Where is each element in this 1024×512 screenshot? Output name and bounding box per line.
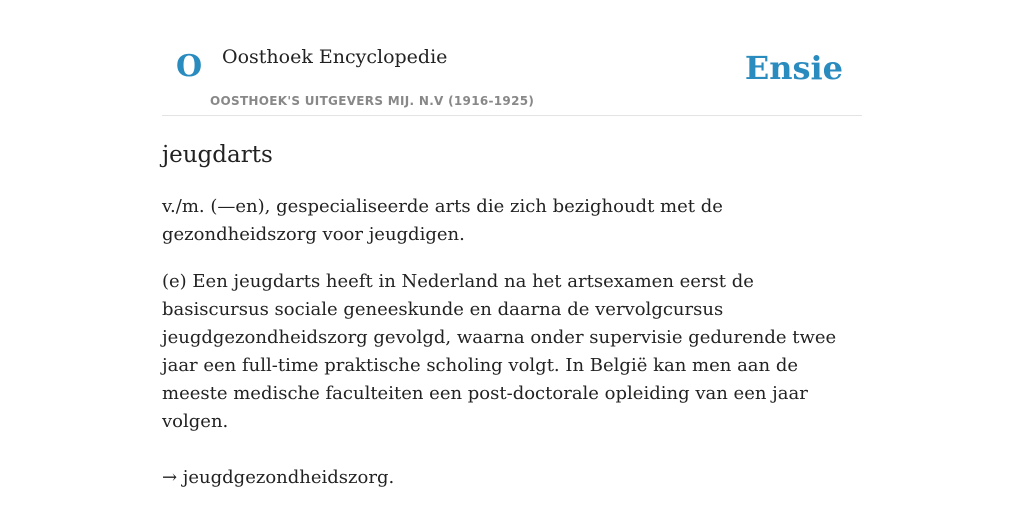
page [162, 0, 862, 492]
ensie-logo[interactable]: Ensie [744, 49, 843, 87]
site-header [162, 0, 862, 116]
oosthoek-logo[interactable]: O [176, 49, 203, 84]
see-also-link[interactable]: → jeugdgezondheidszorg. [162, 467, 395, 488]
entry-explanation: (e) Een jeugdarts heeft in Nederland na het artsexamen eerst de basiscursus sociale geneeskunde en daarna de vervolgcursus jeugdgezondheidszorg gevolgd, waarna onder supervisie gedurende twee jaar een full-time praktische scholing volgt. In België kan men aan de meeste medische faculteiten een post-doctorale opleiding van een jaar volgen. [162, 271, 837, 432]
entry-title: jeugdarts [162, 142, 273, 168]
publisher-label: OOSTHOEK'S UITGEVERS MIJ. N.V (1916-1925) [210, 94, 535, 108]
site-title[interactable]: Oosthoek Encyclopedie [222, 46, 448, 68]
entry-definition: v./m. (—en), gespecialiseerde arts die zich bezighoudt met de gezondheidszorg voor jeugdigen. [162, 196, 723, 245]
